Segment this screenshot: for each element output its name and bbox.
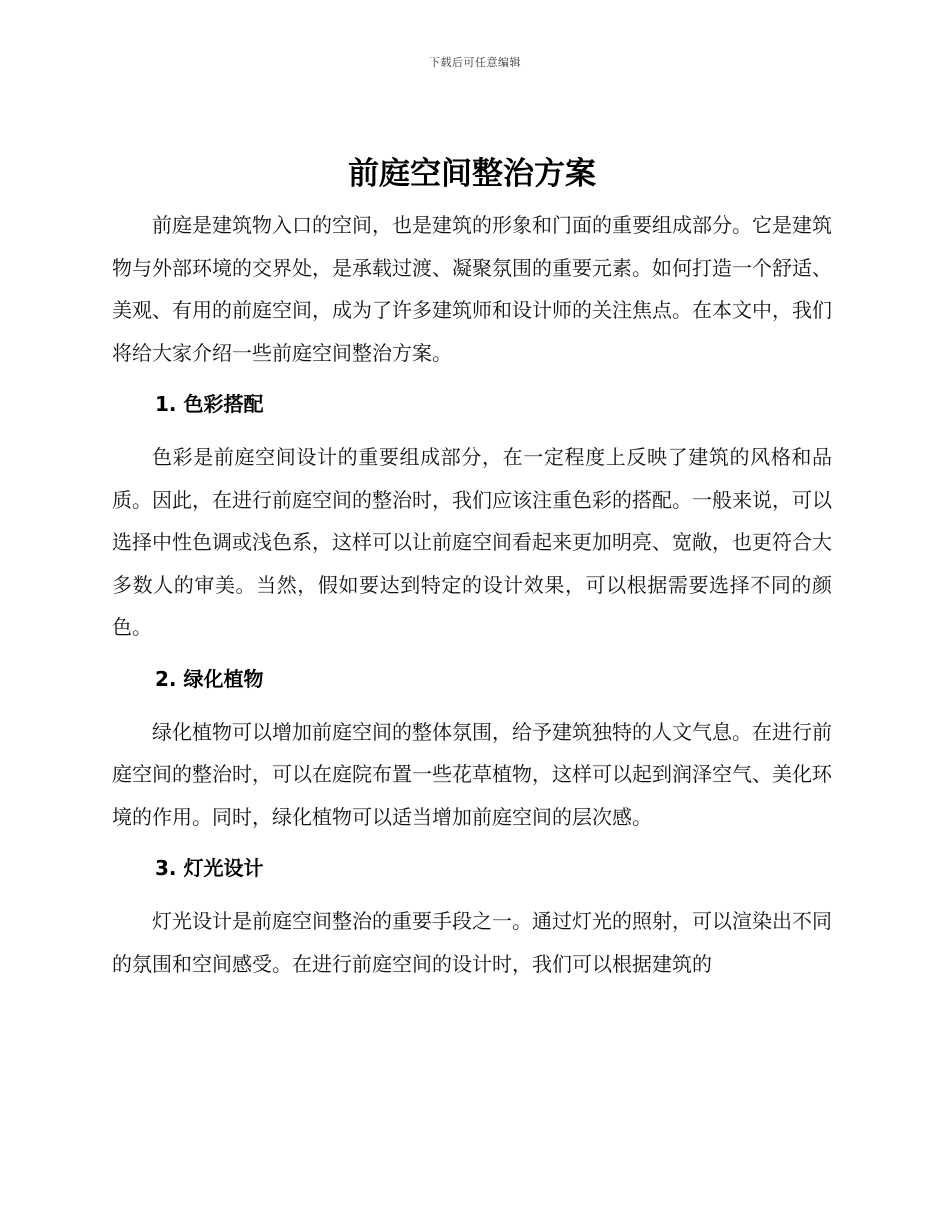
section-body-color: 色彩是前庭空间设计的重要组成部分，在一定程度上反映了建筑的风格和品质。因此，在进行前庭空间的整治时，我们应该注重色彩的搭配。一般来说，可以选择中性色调或浅色系，这样可以让前庭空间看起来更加明亮、宽敞，也更符合大多数人的审美。当然，假如要达到特定的设计效果，可以根据需要选择不同的颜色。 bbox=[112, 445, 832, 639]
section-body-plants: 绿化植物可以增加前庭空间的整体氛围，给予建筑独特的人文气息。在进行前庭空间的整治时，可以在庭院布置一些花草植物，这样可以起到润泽空气、美化环境的作用。同时，绿化植物可以适当增加前庭空间的层次感。 bbox=[112, 719, 832, 829]
section-heading-plants: 2. 绿化植物 bbox=[155, 666, 264, 691]
header-note: 下载后可任意编辑 bbox=[429, 56, 521, 69]
section-heading-color: 1. 色彩搭配 bbox=[155, 392, 264, 416]
document-body bbox=[112, 148, 832, 985]
section-body-lighting: 灯光设计是前庭空间整治的重要手段之一。通过灯光的照射，可以渲染出不同的氛围和空间感受。在进行前庭空间的设计时，我们可以根据建筑的 bbox=[112, 909, 832, 976]
intro-paragraph: 前庭是建筑物入口的空间，也是建筑的形象和门面的重要组成部分。它是建筑物与外部环境的交界处，是承载过渡、凝聚氛围的重要元素。如何打造一个舒适、美观、有用的前庭空间，成为了许多建筑师和设计师的关注焦点。在本文中，我们将给大家介绍一些前庭空间整治方案。 bbox=[112, 213, 832, 365]
section-heading-lighting: 3. 灯光设计 bbox=[155, 856, 264, 880]
page-title: 前庭空间整治方案 bbox=[348, 156, 596, 192]
